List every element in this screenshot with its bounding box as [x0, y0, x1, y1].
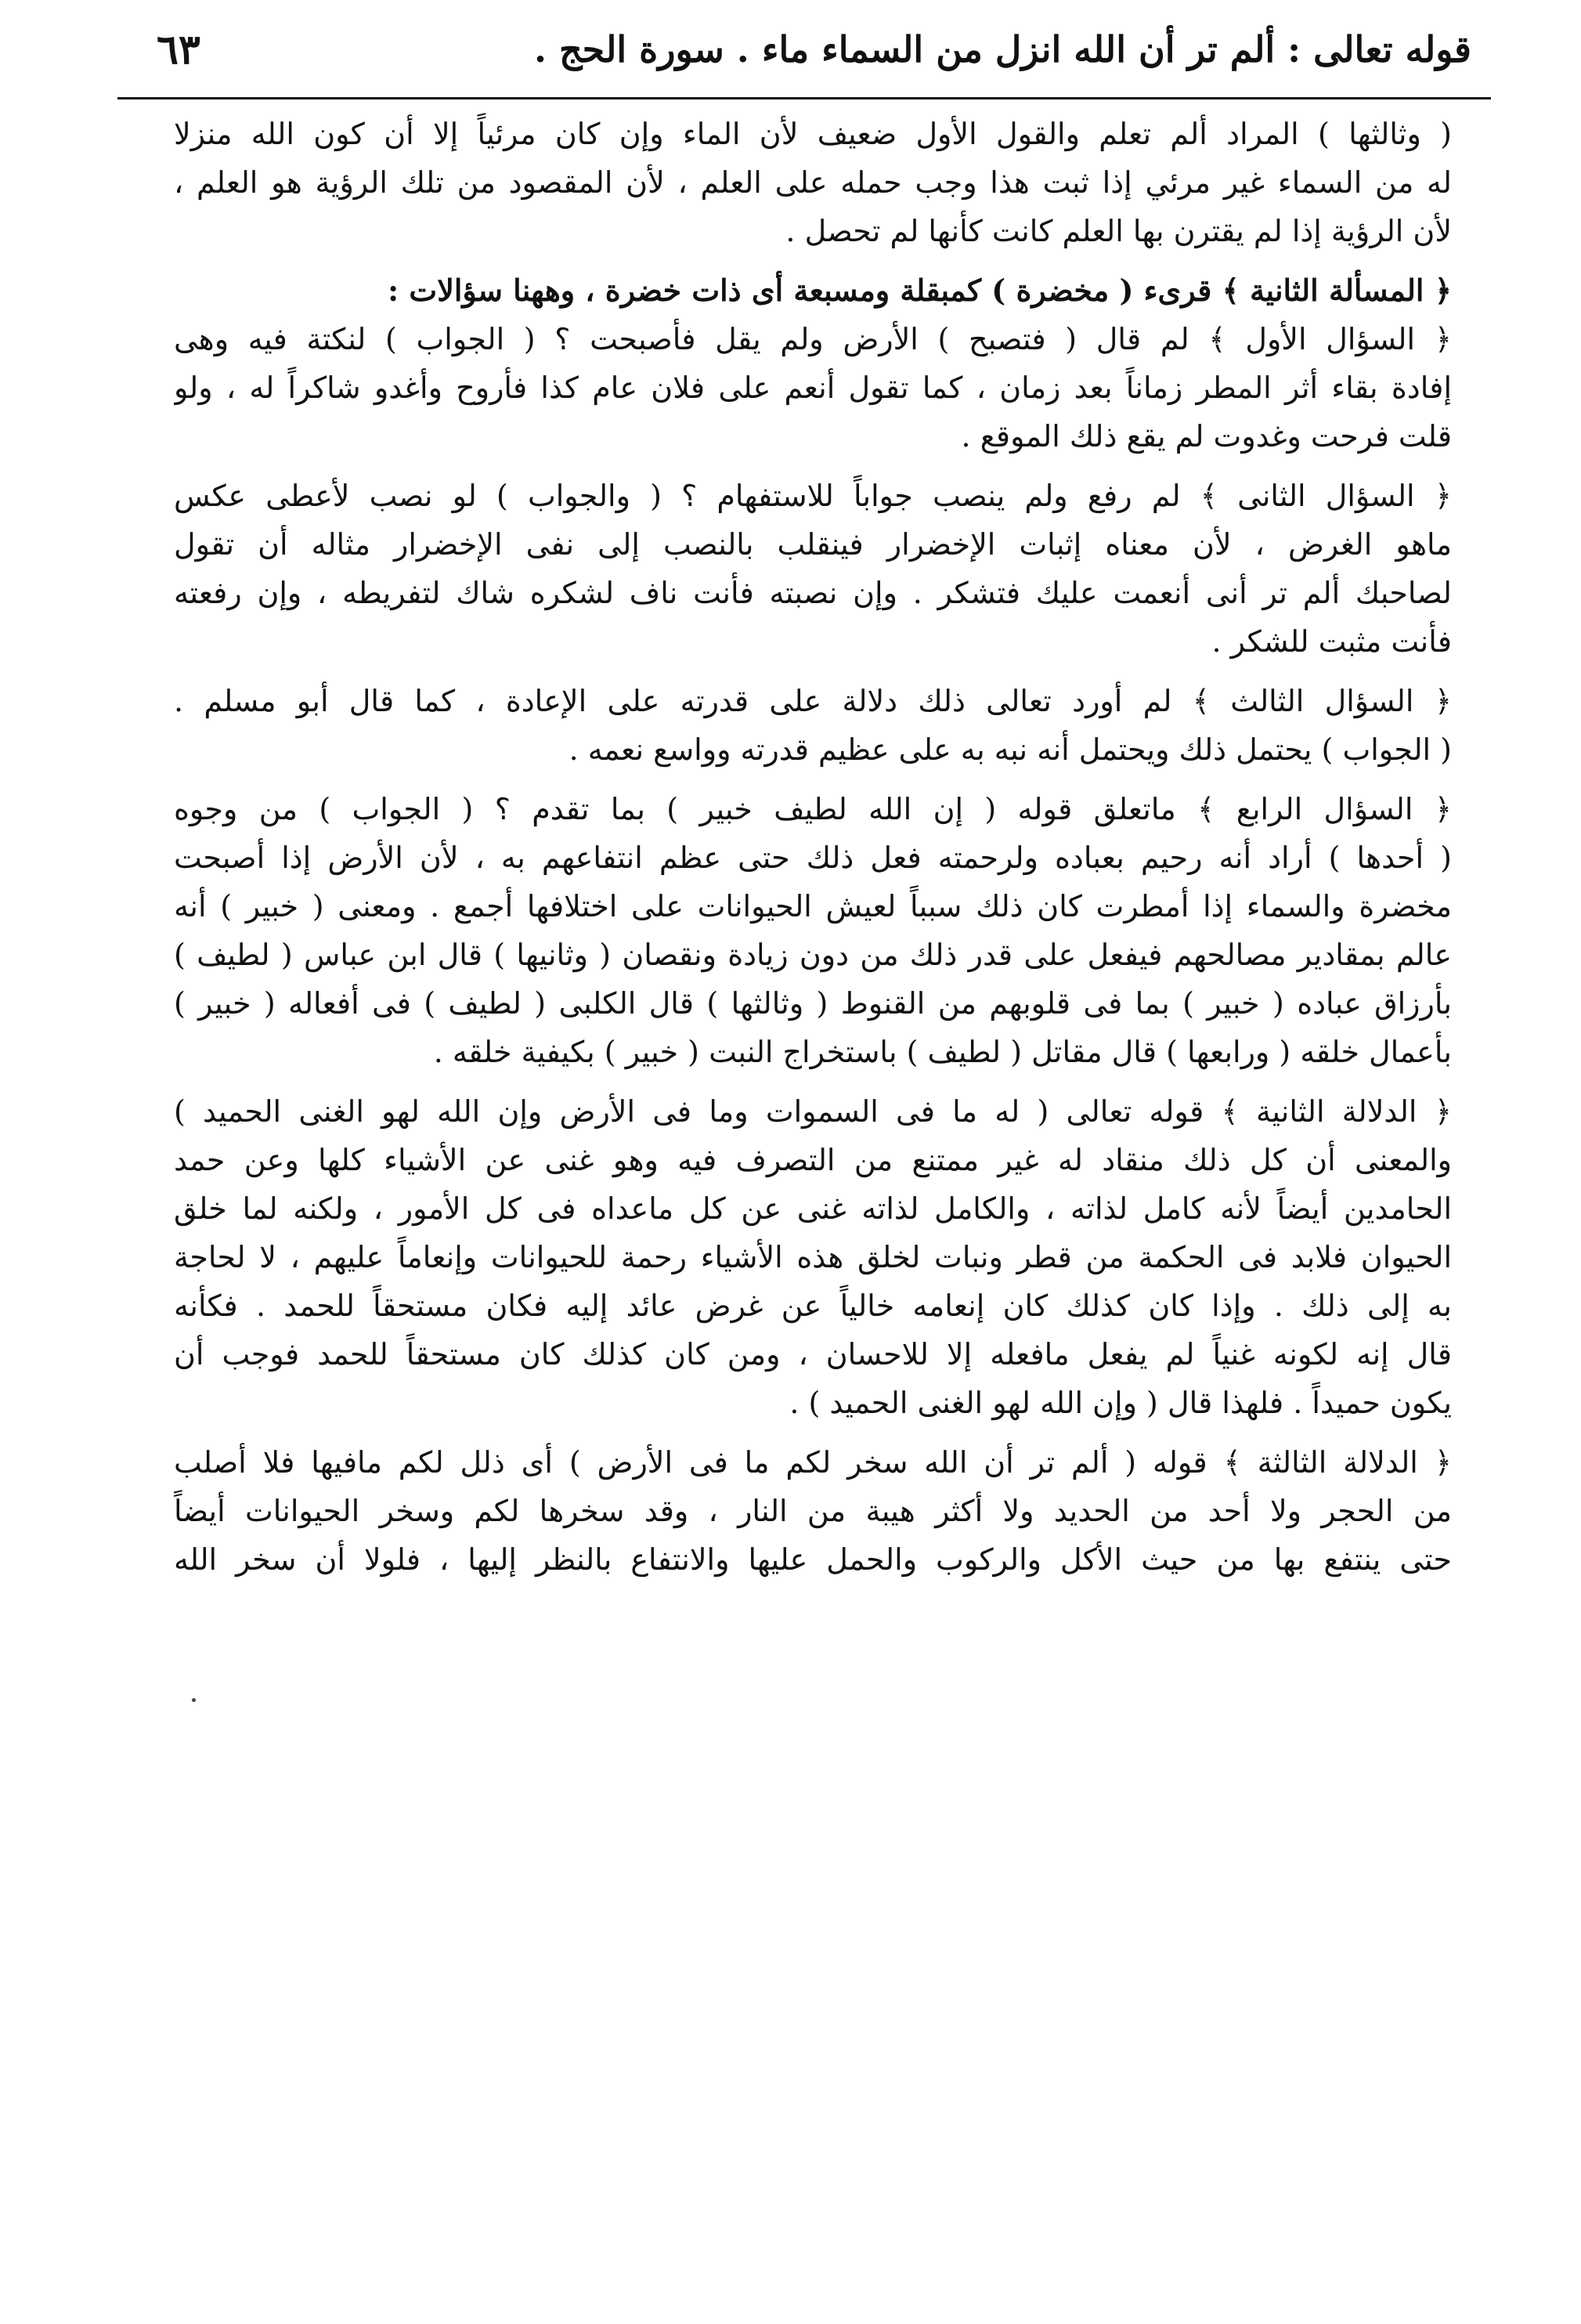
text-line: ( وثالثها ) المراد ألم تعلم والقول الأول ضعيف لأن الماء وإن كان مرئياً إلا أن كون الله منزلا	[174, 117, 1452, 151]
text-line: إفادة بقاء أثر المطر زماناً بعد زمان ، كما تقول أنعم على فلان عام كذا فأروح وأغدو شاكراً له ، ولو	[174, 370, 1452, 405]
text-line: به إلى ذلك . وإذا كان كذلك كان إنعامه خالياً عن غرض عائد إليه فكان مستحقاً للحمد . فكأنه	[174, 1289, 1452, 1323]
paragraph	[174, 110, 1452, 255]
text-line: ماهو الغرض ، لأن معناه إثبات الإخضرار فينقلب بالنصب إلى نفى الإخضرار مثاله أن تقول	[174, 527, 1452, 562]
text-line: لأن الرؤية إذا لم يقترن بها العلم كانت كأنها لم تحصل .	[785, 214, 1452, 248]
text-line: لصاحبك ألم تر أنى أنعمت عليك فتشكر . وإن نصبته فأنت ناف لشكره شاك لتفريطه ، وإن رفعته	[174, 576, 1452, 610]
text-line: له من السماء غير مرئي إذا ثبت هذا وجب حمله على العلم ، لأن المقصود من تلك الرؤية هو العلم ،	[174, 165, 1452, 200]
paragraph	[174, 677, 1452, 774]
text-line: ( أحدها ) أراد أنه رحيم بعباده ولرحمته فعل ذلك حتى عظم انتفاعهم به ، لأن الأرض إذا أصبحت	[174, 840, 1452, 875]
paragraph-gap	[174, 461, 1452, 472]
page-number: ٦٣	[157, 25, 200, 74]
paragraph-gap	[174, 1076, 1452, 1087]
body-text	[174, 110, 1452, 1584]
paragraph	[174, 266, 1452, 461]
paragraph	[174, 785, 1452, 1076]
text-line: من الحجر ولا أحد من الحديد ولا أكثر هيبة من النار ، وقد سخرها لكم وسخر الحيوانات أيضاً	[174, 1494, 1452, 1528]
text-line: ﴿ السؤال الثالث ﴾ لم أورد تعالى ذلك دلالة على قدرته على الإعادة ، كما قال أبو مسلم .	[174, 684, 1452, 718]
text-line: حتى ينتفع بها من حيث الأكل والركوب والحمل عليها والانتفاع بالنظر إليها ، فلولا أن سخر الله	[174, 1542, 1452, 1577]
paragraph	[174, 1438, 1452, 1584]
text-line: فأنت مثبت للشكر .	[1211, 624, 1452, 659]
text-line: الحيوان فلابد فى الحكمة من قطر ونبات لخلق هذه الأشياء رحمة للحيوانات وإنعاماً عليهم ، لا لحاجة	[174, 1240, 1452, 1274]
text-line: يكون حميداً . فلهذا قال ( وإن الله لهو الغنى الحميد ) .	[789, 1386, 1452, 1420]
paragraph-gap	[174, 255, 1452, 266]
paragraph	[174, 472, 1452, 666]
text-line: ﴿ الدلالة الثانية ﴾ قوله تعالى ( له ما فى السموات وما فى الأرض وإن الله لهو الغنى الحميد )	[174, 1094, 1452, 1129]
text-line: عالم بمقادير مصالحهم فيفعل على قدر ذلك من دون زيادة ونقصان ( وثانيها ) قال ابن عباس ( لطيف )	[174, 938, 1452, 972]
text-line: ﴿ الدلالة الثالثة ﴾ قوله ( ألم تر أن الله سخر لكم ما فى الأرض ) أى ذلل لكم مافيها فلا أصلب	[174, 1445, 1452, 1480]
text-line: ﴿ السؤال الرابع ﴾ ماتعلق قوله ( إن الله لطيف خبير ) بما تقدم ؟ ( الجواب ) من وجوه	[174, 792, 1452, 826]
running-header	[157, 14, 1471, 85]
text-line: الحامدين أيضاً لأنه كامل لذاته ، والكامل لذاته غنى عن كل ماعداه فى كل الأمور ، ولكنه لما خلق	[174, 1191, 1452, 1226]
text-line: ﴿ السؤال الثانى ﴾ لم رفع ولم ينصب جواباً للاستفهام ؟ ( والجواب ) لو نصب لأعطى عكس	[174, 479, 1452, 513]
print-speck	[192, 1698, 196, 1702]
paragraph	[174, 1087, 1452, 1427]
text-line: بأرزاق عباده ( خبير ) بما فى قلوبهم من القنوط ( وثالثها ) قال الكلبى ( لطيف ) فى أفعاله ( خبير )	[174, 986, 1452, 1021]
text-line: ﴿ السؤال الأول ﴾ لم قال ( فتصبح ) الأرض ولم يقل فأصبحت ؟ ( الجواب ) لنكتة فيه وهى	[174, 322, 1452, 356]
text-line: بأعمال خلقه ( ورابعها ) قال مقاتل ( لطيف ) باستخراج النبت ( خبير ) بكيفية خلقه .	[433, 1035, 1452, 1069]
header-rule	[117, 97, 1491, 99]
text-line: قال إنه لكونه غنياً لم يفعل مافعله إلا للاحسان ، ومن كان كذلك كان مستحقاً للحمد فوجب أن	[174, 1337, 1452, 1372]
paragraph-gap	[174, 666, 1452, 677]
paragraph-gap	[174, 774, 1452, 785]
text-line: ( الجواب ) يحتمل ذلك ويحتمل أنه نبه به على عظيم قدرته وواسع نعمه .	[569, 732, 1452, 767]
running-title: قوله تعالى : ألم تر أن الله انزل من السماء ماء . سورة الحج .	[533, 28, 1471, 70]
text-line: مخضرة والسماء إذا أمطرت كان ذلك سبباً لعيش الحيوانات على اختلافها أجمع . ومعنى ( خبير ) أنه	[174, 889, 1452, 923]
section-heading-line: ﴿ المسألة الثانية ﴾ قرىء ( مخضرة ) كمبقلة ومسبعة أى ذات خضرة ، وههنا سؤالات :	[388, 273, 1452, 308]
text-line: والمعنى أن كل ذلك منقاد له غير ممتنع من التصرف فيه وهو غنى عن الأشياء كلها وعن حمد	[174, 1143, 1452, 1177]
paragraph-gap	[174, 1427, 1452, 1438]
text-line: قلت فرحت وغدوت لم يقع ذلك الموقع .	[961, 419, 1452, 454]
